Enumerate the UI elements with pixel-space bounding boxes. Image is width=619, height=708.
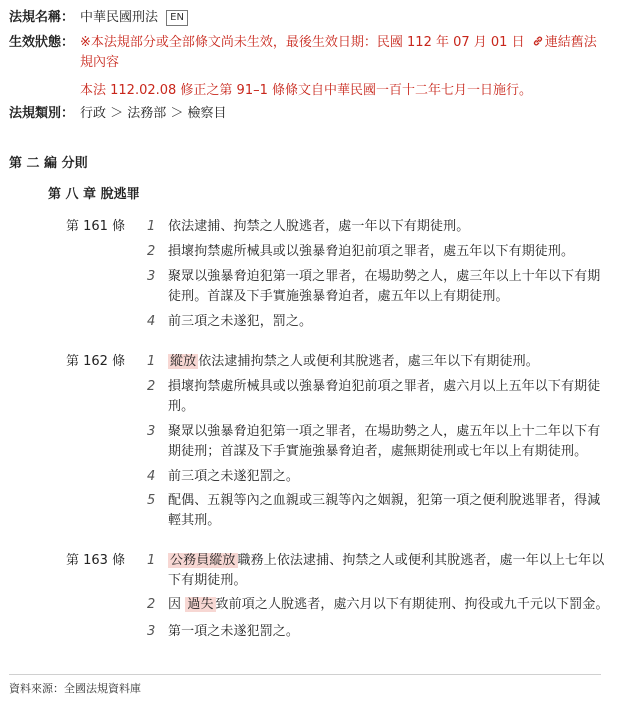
clause-number: 3	[147, 424, 156, 439]
clause-number: 2	[147, 244, 156, 259]
clause-text: 第一項之未遂犯罰之。	[168, 624, 300, 639]
clause-number: 2	[147, 597, 156, 612]
clause-text: 前三項之未遂犯，罰之。	[168, 314, 313, 329]
article-number[interactable]: 第 161 條	[66, 219, 126, 234]
old-law-link-text: 連結舊法規內容	[80, 35, 597, 70]
clause-body: 依法逮捕拘禁之人或便利其脫逃者，處三年以下有期徒刑。	[198, 354, 539, 369]
highlight-term: 縱放	[170, 354, 197, 369]
clause-number: 2	[147, 379, 156, 394]
highlight-term: 過失	[187, 597, 214, 612]
category-label: 法規類別：	[9, 106, 75, 121]
clause-number: 3	[147, 624, 156, 639]
clause-text	[168, 551, 611, 591]
clause-number: 5	[147, 493, 156, 508]
clause-number: 4	[147, 314, 156, 329]
category-path: 行政 ＞ 法務部 ＞ 檢察目	[80, 106, 227, 121]
clause-text	[168, 352, 611, 372]
law-name-label: 法規名稱：	[9, 10, 75, 25]
chapter-title: 第 八 章 脫逃罪	[48, 187, 140, 202]
english-version-button[interactable]: EN	[166, 10, 188, 26]
amend-note-row	[9, 81, 609, 101]
amend-note: 本法 112.02.08 修正之第 91–1 條條文自中華民國一百十二年七月一日施行。	[80, 83, 533, 98]
clause-number: 3	[147, 269, 156, 284]
clause-text: 損壞拘禁處所械具或以強暴脅迫犯前項之罪者，處六月以上五年以下有期徒刑。	[168, 379, 601, 414]
clause-text: 前三項之未遂犯罰之。	[168, 469, 300, 484]
clause-text: 聚眾以強暴脅迫犯第一項之罪者，在場助勢之人，處三年以上十年以下有期徒刑。首謀及下手實施強暴脅迫者，處五年以上有期徒刑。	[168, 269, 601, 304]
clause-number: 1	[147, 354, 156, 369]
article-number[interactable]: 第 163 條	[66, 553, 126, 568]
clause-number: 1	[147, 553, 156, 568]
status-label: 生效狀態：	[9, 35, 75, 50]
clause-text: 配偶、五親等內之血親或三親等內之姻親，犯第一項之便利脫逃罪者，得減輕其刑。	[168, 493, 601, 528]
law-name-value: 中華民國刑法	[80, 10, 159, 25]
clause-text: 聚眾以強暴脅迫犯第一項之罪者，在場助勢之人，處五年以上十二年以下有期徒刑；首謀及下手實施強暴脅迫者，處無期徒刑或七年以上有期徒刑。	[168, 424, 601, 459]
link-icon	[532, 35, 544, 47]
data-source-footer: 資料來源：全國法規資料庫	[9, 682, 141, 695]
clause-number: 4	[147, 469, 156, 484]
status-text: ※本法規部分或全部條文尚未生效，最後生效日期：民國 112 年 07 月 01 日	[80, 35, 525, 50]
part-title: 第 二 編 分則	[9, 156, 88, 171]
law-name-row	[9, 8, 609, 28]
status-row	[9, 33, 609, 73]
article-number[interactable]: 第 162 條	[66, 354, 126, 369]
clause-text	[168, 595, 611, 615]
clause-number: 1	[147, 219, 156, 234]
highlight-term: 公務員縱放	[170, 553, 236, 568]
clause-body: 致前項之人脫逃者，處六月以下有期徒刑、拘役或九千元以下罰金。	[215, 597, 609, 612]
footer-divider	[9, 674, 601, 675]
clause-prefix: 因	[168, 597, 182, 612]
clause-body: 職務上依法逮捕、拘禁之人或便利其脫逃者，處一年以上七年以下有期徒刑。	[168, 553, 605, 588]
clause-text: 損壞拘禁處所械具或以強暴脅迫犯前項之罪者，處五年以下有期徒刑。	[168, 244, 575, 259]
category-row	[9, 104, 609, 124]
clause-text: 依法逮捕、拘禁之人脫逃者，處一年以下有期徒刑。	[168, 219, 470, 234]
